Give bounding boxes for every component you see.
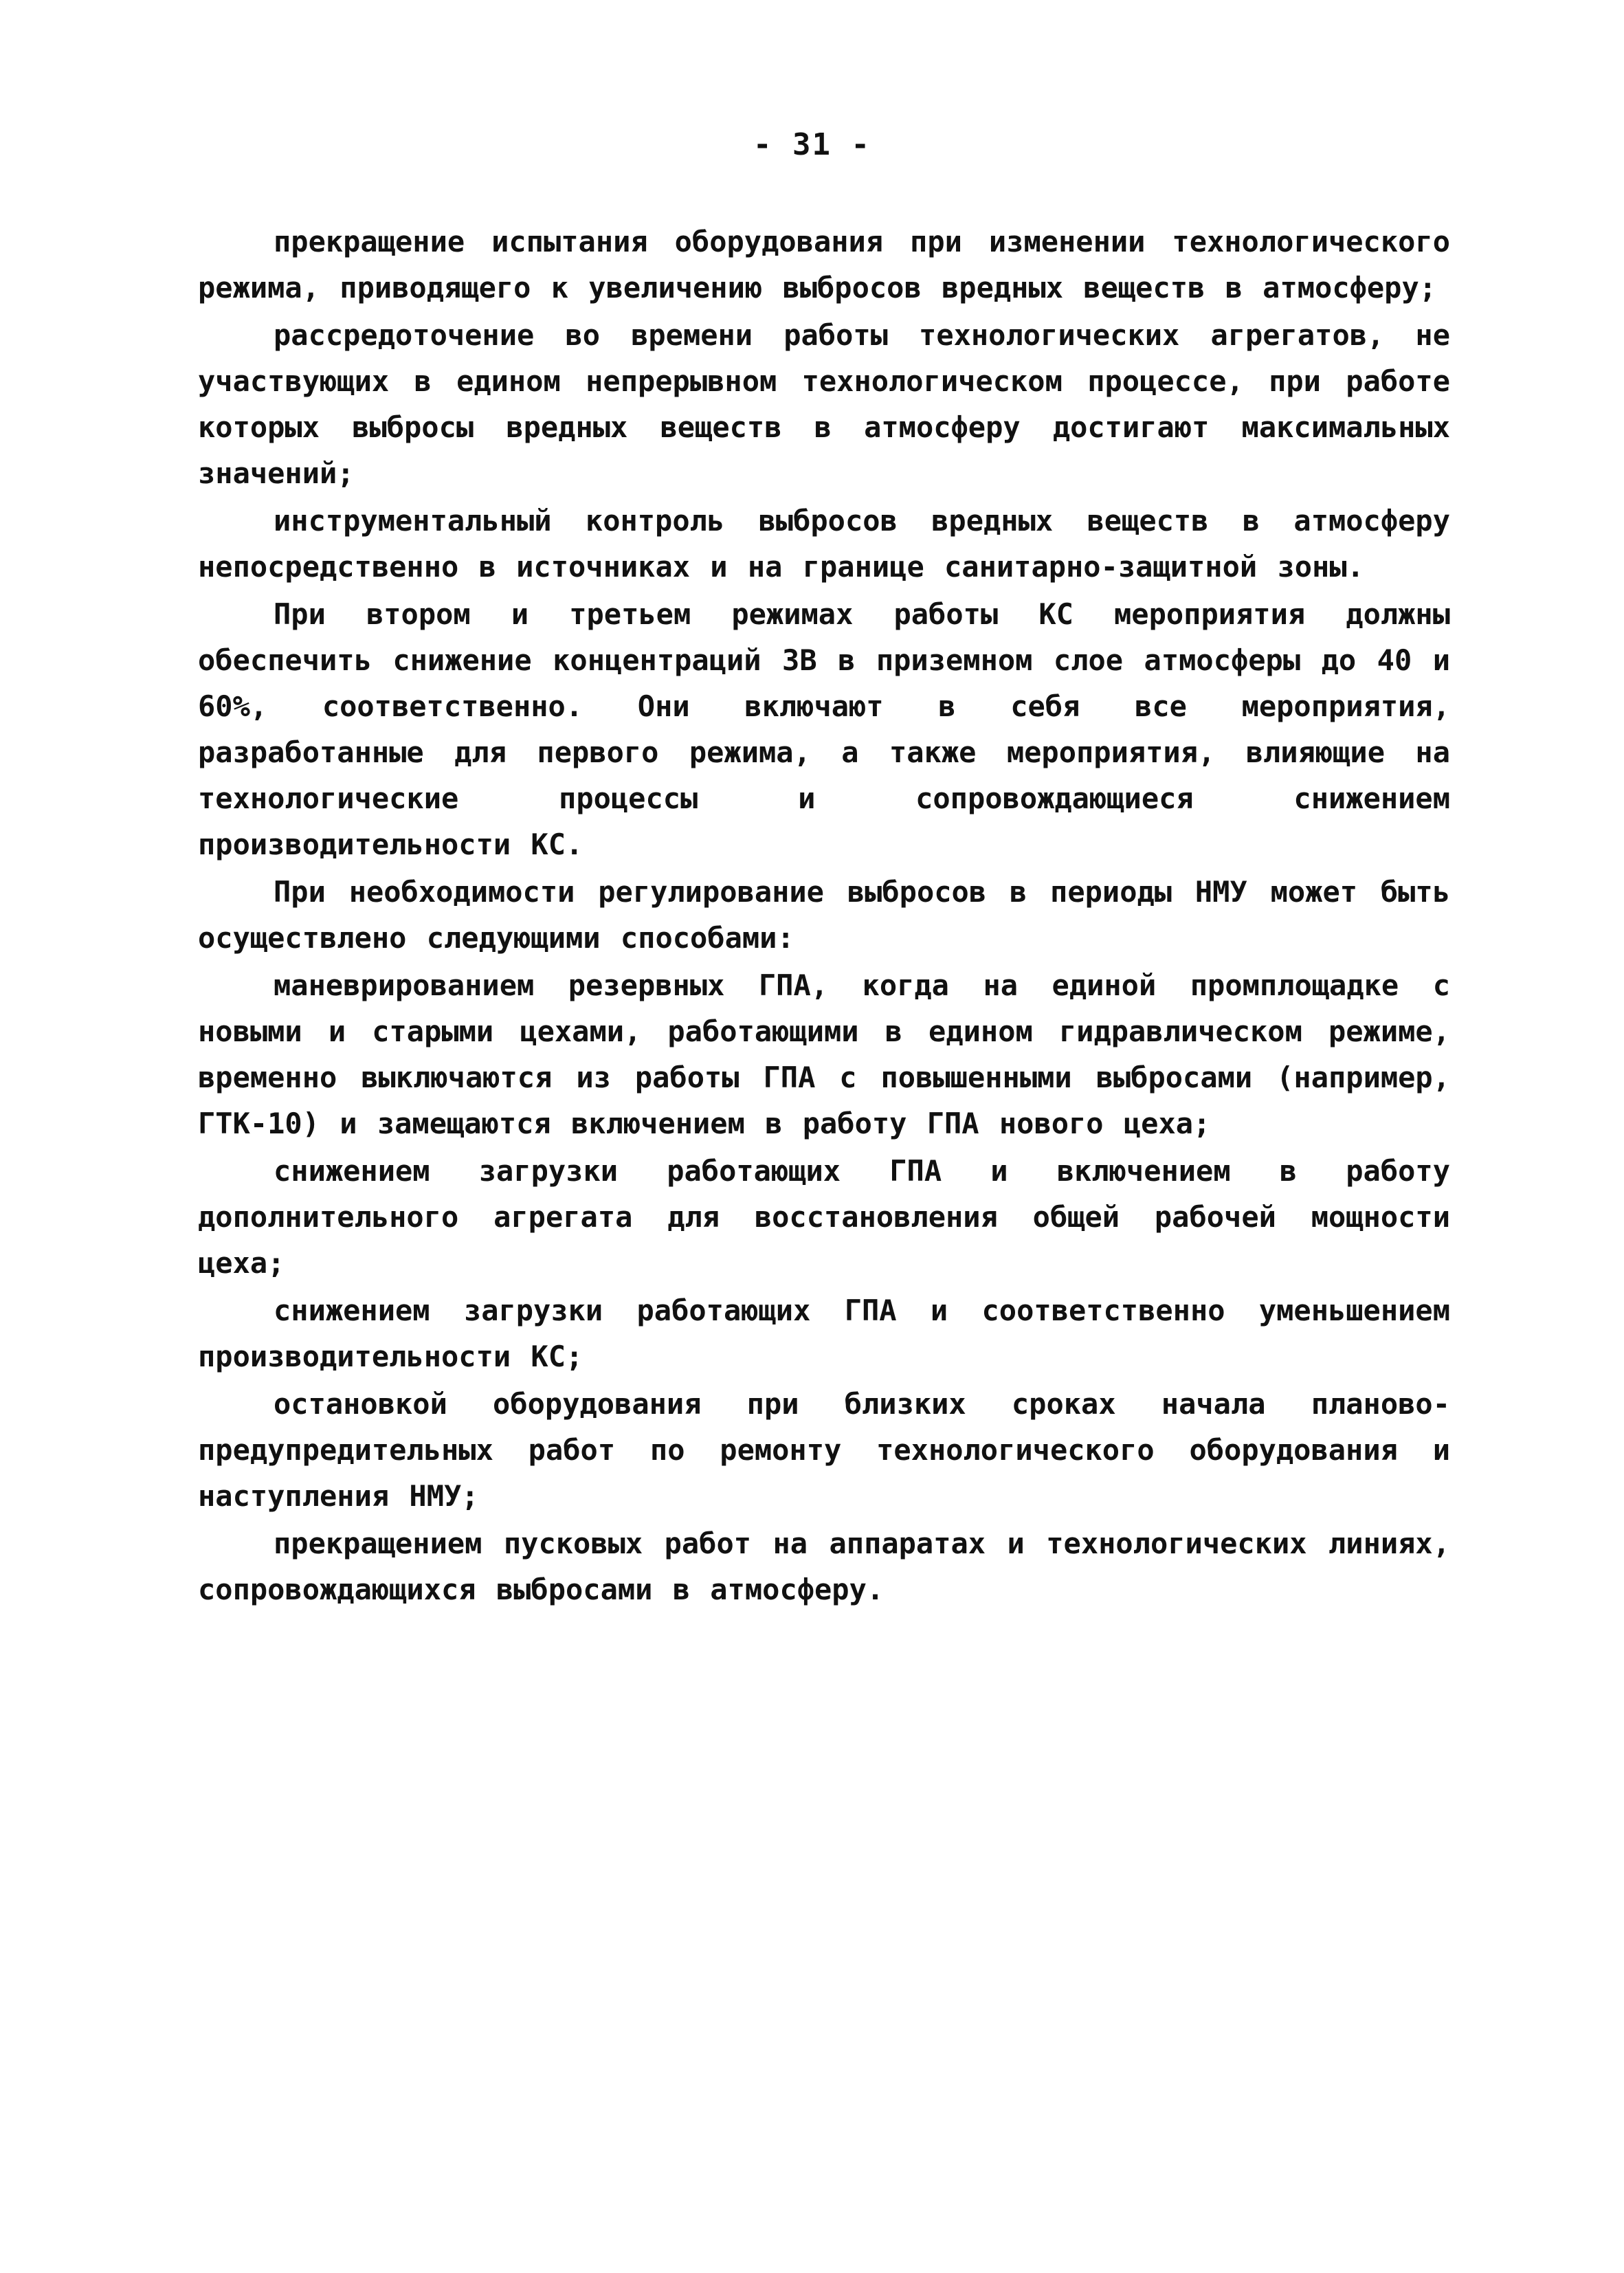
paragraph-load-reduction-productivity: снижением загрузки работающих ГПА и соответственно уменьшением производительности КС; <box>198 1294 1450 1373</box>
paragraph-instrumental-control: инструментальный контроль выбросов вредных веществ в атмосферу непосредственно в источниках и на границе санитарно-защитной зоны. <box>198 504 1450 584</box>
paragraph-reserve-gpa-maneuvering: маневрированием резервных ГПА, когда на единой промплощадке с новыми и старыми цехами, работающими в едином гидравлическом режиме, временно выключаются из работы ГПА с повышенными выбросами (например, ГТК-10) и замещаются включением в работу ГПА нового цеха; <box>198 968 1450 1140</box>
paragraph-load-reduction-additional-unit: снижением загрузки работающих ГПА и включением в работу дополнительного агрегата для восстановления общей рабочей мощности цеха; <box>198 1154 1450 1280</box>
paragraph-work-dispersal: рассредоточение во времени работы технологических агрегатов, не участвующих в едином непрерывном технологическом процессе, при работе которых выбросы вредных веществ в атмосферу достигают максимальных значений; <box>198 318 1450 490</box>
page-number: - 31 - <box>753 127 871 162</box>
paragraph-equipment-testing-stop: прекращение испытания оборудования при изменении технологического режима, приводящего к увеличению выбросов вредных веществ в атмосферу; <box>198 225 1450 304</box>
body-text <box>198 219 1450 1614</box>
paragraph-startup-works-stop: прекращением пусковых работ на аппаратах и технологических линиях, сопровождающихся выбросами в атмосферу. <box>198 1527 1450 1606</box>
paragraph-second-third-modes: При втором и третьем режимах работы КС мероприятия должны обеспечить снижение концентраций ЗВ в приземном слое атмосферы до 40 и 60%, соответственно. Они включают в себя все мероприятия, разработанные для первого режима, а также мероприятия, влияющие на технологические процессы и сопровождающиеся снижением производительности КС. <box>198 597 1450 861</box>
paragraph-regulation-methods-intro: При необходимости регулирование выбросов в периоды НМУ может быть осуществлено следующими способами: <box>198 875 1450 955</box>
paragraph-equipment-shutdown: остановкой оборудования при близких сроках начала планово-предупредительных работ по ремонту технологического оборудования и наступления НМУ; <box>198 1387 1450 1513</box>
